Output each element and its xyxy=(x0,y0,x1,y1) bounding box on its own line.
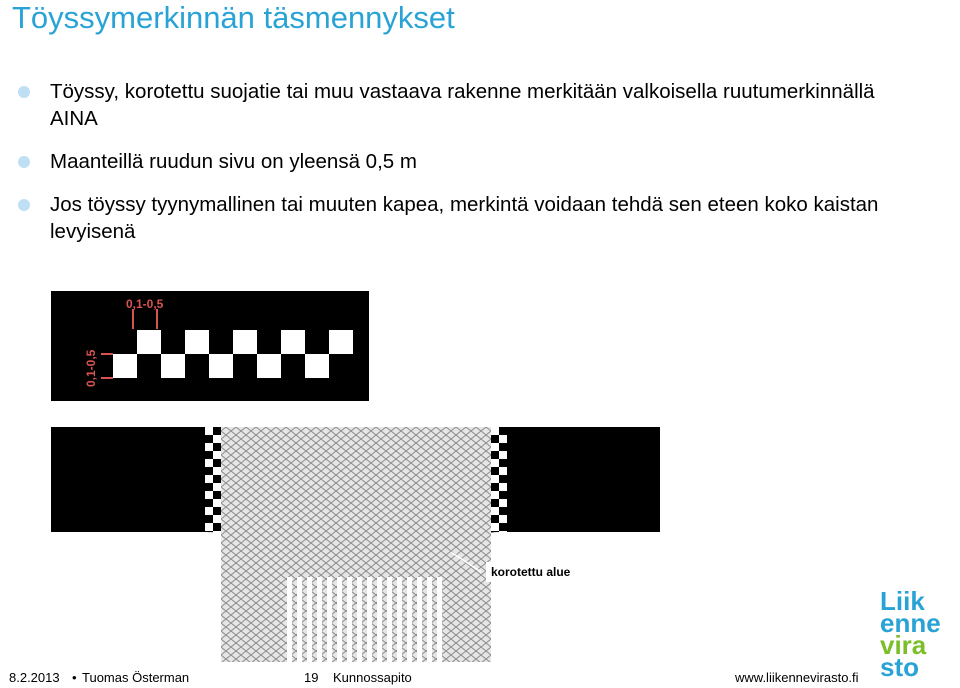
checker-square xyxy=(491,587,499,595)
checker-square xyxy=(205,475,213,483)
zebra-stripe xyxy=(297,577,302,662)
bullet-dot-icon xyxy=(18,199,30,211)
checker-square xyxy=(213,547,221,555)
checker-square xyxy=(205,603,213,611)
checker-square xyxy=(499,643,507,651)
checker-square xyxy=(205,555,213,563)
checker-square xyxy=(209,354,233,378)
checker-square xyxy=(499,499,507,507)
zebra-stripe xyxy=(427,577,432,662)
slide-title: Töyssymerkinnän täsmennykset xyxy=(12,0,455,35)
checker-square xyxy=(213,627,221,635)
checker-square xyxy=(213,499,221,507)
checker-square xyxy=(213,451,221,459)
logo-line-2: enne xyxy=(880,608,941,638)
zebra-stripe xyxy=(367,577,372,662)
zebra-stripe xyxy=(347,577,352,662)
checker-square xyxy=(137,330,161,354)
logo-line-4: sto xyxy=(880,652,919,682)
footer-page-number: 19 xyxy=(304,670,319,685)
footer-section: Kunnossapito xyxy=(333,670,412,685)
checker-square xyxy=(205,507,213,515)
checker-square xyxy=(499,595,507,603)
footer-date: 8.2.2013 xyxy=(9,670,60,685)
checker-square xyxy=(213,643,221,651)
logo-line-3: vira xyxy=(880,630,927,660)
raised-area-label: korotettu alue xyxy=(491,565,571,579)
checker-square xyxy=(491,491,499,499)
checker-square xyxy=(491,539,499,547)
bullet-item xyxy=(18,191,918,245)
zebra-stripe xyxy=(337,577,342,662)
checker-square xyxy=(213,579,221,587)
checker-square xyxy=(491,443,499,451)
liikennevirasto-logo xyxy=(880,586,960,682)
checker-square xyxy=(113,354,137,378)
bullet-text: Jos töyssy tyynymallinen tai muuten kapea, merkintä voidaan tehdä sen eteen koko kaistan levyisenä xyxy=(50,193,879,243)
checker-square xyxy=(281,330,305,354)
checker-square xyxy=(491,651,499,659)
bullet-text: Töyssy, korotettu suojatie tai muu vastaava rakenne merkitään valkoisella ruutumerkinnällä AINA xyxy=(50,80,875,130)
bullet-dot-icon xyxy=(18,86,30,98)
checker-square xyxy=(257,354,281,378)
checker-square xyxy=(161,354,185,378)
zebra-stripe xyxy=(357,577,362,662)
bullet-item xyxy=(18,148,918,175)
checker-square xyxy=(205,539,213,547)
zebra-stripe xyxy=(377,577,382,662)
checker-square xyxy=(205,651,213,659)
checker-square xyxy=(499,659,507,662)
checker-square xyxy=(499,515,507,523)
zebra-stripe xyxy=(327,577,332,662)
checker-square xyxy=(213,467,221,475)
checker-square xyxy=(205,523,213,531)
zebra-stripe xyxy=(407,577,412,662)
zebra-stripe xyxy=(387,577,392,662)
checker-square xyxy=(499,611,507,619)
road-plan-diagram xyxy=(51,427,660,662)
logo-line-1: Liik xyxy=(880,586,925,616)
bullet-item xyxy=(18,78,918,132)
checker-square xyxy=(491,507,499,515)
checker-square xyxy=(213,435,221,443)
checker-square xyxy=(205,619,213,627)
checker-square xyxy=(499,531,507,539)
checker-square xyxy=(233,330,257,354)
checker-square xyxy=(499,483,507,491)
checker-square xyxy=(491,523,499,531)
zebra-stripe xyxy=(307,577,312,662)
checker-square xyxy=(499,467,507,475)
checker-square xyxy=(213,515,221,523)
checker-square xyxy=(491,427,499,435)
checker-square xyxy=(213,595,221,603)
checker-square xyxy=(213,563,221,571)
checker-square xyxy=(185,330,209,354)
checker-square xyxy=(491,475,499,483)
checker-square xyxy=(499,627,507,635)
bullet-text: Maanteillä ruudun sivu on yleensä 0,5 m xyxy=(50,150,417,173)
dimension-vertical-label: 0,1-0,5 xyxy=(84,349,98,387)
checker-square xyxy=(205,491,213,499)
checker-square xyxy=(305,354,329,378)
checker-square xyxy=(491,459,499,467)
checker-square xyxy=(491,603,499,611)
checker-square xyxy=(499,435,507,443)
bullet-list xyxy=(18,78,918,261)
checker-square xyxy=(205,427,213,435)
checker-square xyxy=(205,587,213,595)
checker-square xyxy=(213,483,221,491)
zebra-stripe xyxy=(287,577,292,662)
zebra-stripe xyxy=(317,577,322,662)
zebra-stripe xyxy=(437,577,442,662)
checker-square xyxy=(205,635,213,643)
footer-separator: • xyxy=(72,670,77,685)
zebra-stripe xyxy=(417,577,422,662)
checker-square xyxy=(499,547,507,555)
dimension-horizontal-label: 0,1-0,5 xyxy=(126,297,164,311)
zebra-stripe xyxy=(397,577,402,662)
checker-square xyxy=(205,459,213,467)
checker-square xyxy=(213,659,221,662)
checker-square xyxy=(491,619,499,627)
checker-square xyxy=(213,611,221,619)
footer-url: www.liikennevirasto.fi xyxy=(735,670,859,685)
checker-square xyxy=(205,571,213,579)
checker-square xyxy=(499,451,507,459)
checker-square xyxy=(491,635,499,643)
checker-square xyxy=(213,531,221,539)
checker-marking-diagram xyxy=(51,291,369,401)
footer-author: Tuomas Österman xyxy=(82,670,190,685)
bullet-dot-icon xyxy=(18,156,30,168)
checker-square xyxy=(491,555,499,563)
checker-square xyxy=(205,443,213,451)
checker-square xyxy=(329,330,353,354)
